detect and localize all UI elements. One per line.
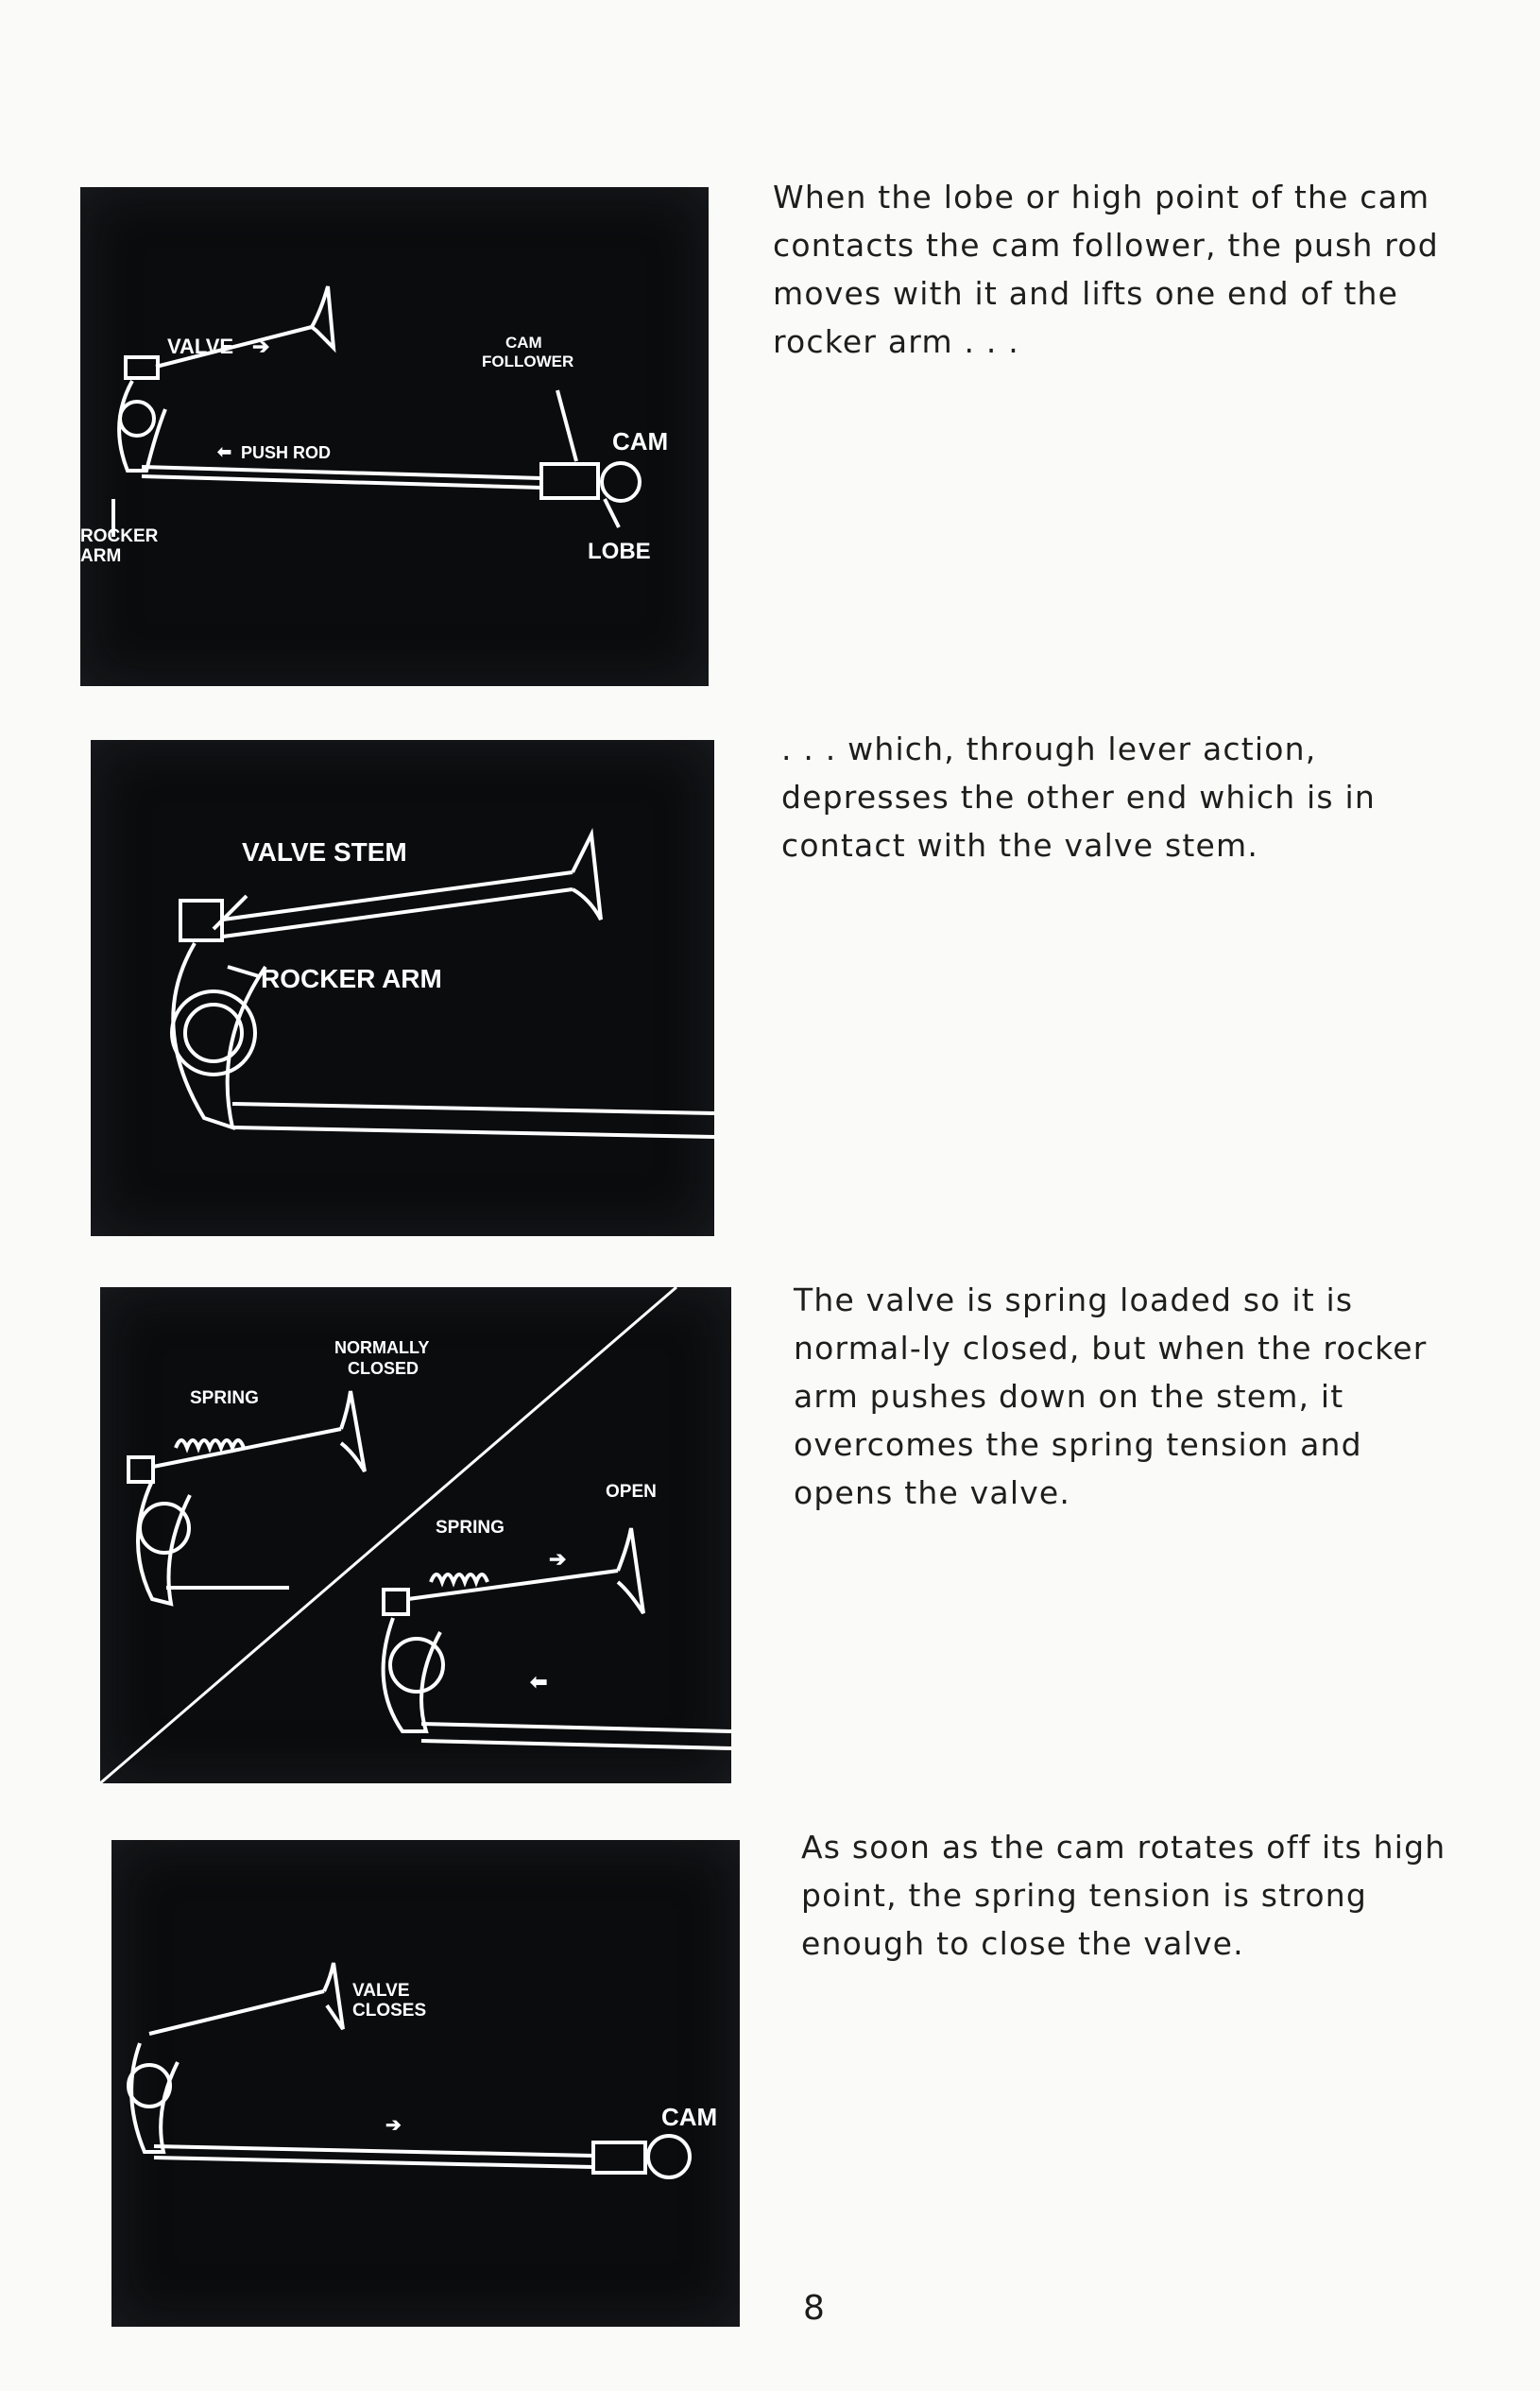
caption-4: As soon as the cam rotates off its high point, the spring tension is strong enough to close the valve. xyxy=(801,1829,1446,1962)
label-spring-top: SPRING xyxy=(190,1388,259,1408)
label-valve: VALVE xyxy=(167,335,234,358)
rocker-mechanism-diagram-4 xyxy=(111,1840,740,2327)
cam-shape xyxy=(648,2136,690,2177)
illustration-spring-loaded-valve xyxy=(100,1287,731,1783)
valve-head-shape xyxy=(312,286,334,348)
valve-stem-line xyxy=(153,1429,341,1467)
arrow-right-icon: ➔ xyxy=(385,2115,402,2136)
caption-2: . . . which, through lever action, depresses the other end which is in contact with the valve stem. xyxy=(781,731,1376,864)
label-normally-closed-1: NORMALLY xyxy=(334,1338,430,1357)
label-valve-closes-1: VALVE xyxy=(352,1981,410,2001)
rocker-mechanism-diagram-1 xyxy=(80,187,709,686)
rocker-mechanism-diagram-3 xyxy=(100,1287,731,1783)
cam-shape xyxy=(602,463,640,501)
arrow-left-icon: ⬅ xyxy=(217,442,232,461)
arrow-right-icon: ➔ xyxy=(549,1547,567,1571)
valve-stem-line xyxy=(149,1991,324,2034)
valve-head-shape xyxy=(573,834,601,920)
label-rocker-arm: ROCKER ARM xyxy=(261,964,442,993)
cam-follower-shape xyxy=(593,2142,645,2173)
label-cam-follower-1: CAM xyxy=(505,334,542,352)
cam-follower-shape xyxy=(541,464,598,498)
adjuster-shape xyxy=(126,357,158,378)
push-rod-line xyxy=(154,2146,593,2156)
spring-shape-2 xyxy=(431,1574,488,1582)
label-push-rod: PUSH ROD xyxy=(241,443,332,462)
label-spring-bottom: SPRING xyxy=(436,1518,505,1538)
label-normally-closed-2: CLOSED xyxy=(348,1359,419,1378)
illustration-rocker-depresses-stem xyxy=(91,740,714,1236)
adjuster-shape xyxy=(180,901,222,940)
label-lobe: LOBE xyxy=(588,539,651,564)
label-valve-stem: VALVE STEM xyxy=(242,837,407,867)
rocker-pivot-shape xyxy=(120,402,154,436)
label-cam: CAM xyxy=(612,427,669,456)
illustration-valve-closes xyxy=(111,1840,740,2327)
illustration-cam-lifts-pushrod xyxy=(80,187,709,686)
label-valve-closes-2: CLOSES xyxy=(352,2001,427,2021)
label-cam-follower-2: FOLLOWER xyxy=(482,353,574,370)
arrow-right-icon: ➔ xyxy=(252,335,270,358)
caption-1: When the lobe or high point of the cam contacts the cam follower, the push rod moves with it and lifts one end of the rocker arm . . . xyxy=(773,179,1439,360)
caption-3: The valve is spring loaded so it is normal-ly closed, but when the rocker arm pushes down on the stem, it overcomes the spring tension and opens the valve. xyxy=(794,1282,1428,1511)
page-number: 8 xyxy=(803,2289,825,2328)
label-rocker-arm-1: ROCKER xyxy=(80,526,159,546)
rocker-arm-shape xyxy=(119,381,165,471)
spring-shape xyxy=(176,1440,244,1448)
rocker-mechanism-diagram-2 xyxy=(91,740,714,1236)
label-rocker-arm-2: ARM xyxy=(80,546,122,566)
arrow-left-icon: ⬅ xyxy=(530,1670,548,1694)
label-open: OPEN xyxy=(606,1482,657,1502)
push-rod-line xyxy=(232,1104,714,1113)
label-cam: CAM xyxy=(661,2103,718,2131)
